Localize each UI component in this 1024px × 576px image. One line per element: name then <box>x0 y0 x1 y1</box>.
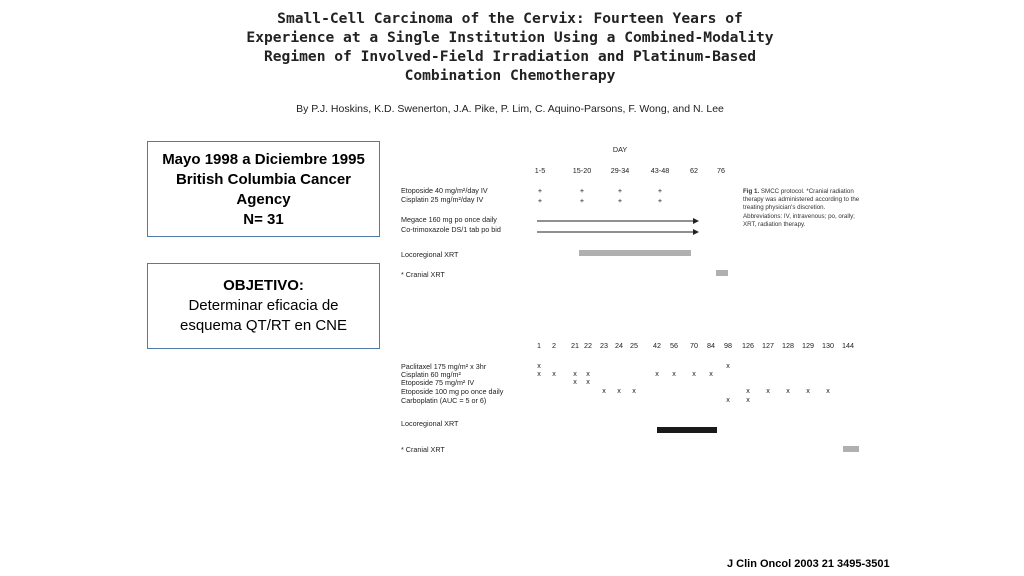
study-period: Mayo 1998 a Diciembre 1995 <box>162 151 365 168</box>
dose-mark: x <box>537 361 541 370</box>
dose-mark: x <box>806 386 810 395</box>
sample-size: N= 31 <box>243 211 284 228</box>
treatment-label: * Cranial XRT <box>401 270 445 279</box>
drug-label: Etoposide 100 mg po once daily <box>401 387 504 396</box>
caption-label: Fig 1. <box>743 188 760 195</box>
cranial-xrt-bar <box>843 446 859 452</box>
study-info-box <box>147 141 380 237</box>
day-label: 70 <box>690 341 698 350</box>
treatment-label: Locoregional XRT <box>401 250 459 259</box>
institution-line-2: Agency <box>236 191 291 208</box>
dose-mark: x <box>709 369 713 378</box>
dose-mark: + <box>617 196 623 205</box>
dose-mark: x <box>632 386 636 395</box>
caption-text: SMCC protocol. *Cranial radiation therapy was administered according to the treating physician's discretion. Abbreviations: IV, intravenous; po, orally; XRT, radiation therapy. <box>743 188 860 228</box>
dose-mark: x <box>537 369 541 378</box>
dose-mark: x <box>617 386 621 395</box>
dose-mark: + <box>579 186 585 195</box>
day-label: 129 <box>802 341 814 350</box>
drug-label: Co-trimoxazole DS/1 tab po bid <box>401 225 501 234</box>
title-line: Experience at a Single Institution Using a Combined-Modality <box>246 29 774 46</box>
day-label: 1-5 <box>534 166 546 175</box>
day-label: 21 <box>571 341 579 350</box>
paper-title <box>200 9 820 85</box>
dose-mark: x <box>602 386 606 395</box>
day-header: DAY <box>612 145 628 154</box>
dose-mark: x <box>786 386 790 395</box>
title-line: Combination Chemotherapy <box>404 67 616 84</box>
day-label: 127 <box>762 341 774 350</box>
drug-label: Etoposide 75 mg/m² IV <box>401 378 475 387</box>
dose-mark: + <box>657 196 663 205</box>
locoregional-xrt-bar <box>579 250 691 256</box>
day-label: 23 <box>600 341 608 350</box>
citation: J Clin Oncol 2003 21 3495-3501 <box>727 558 890 570</box>
day-label: 62 <box>690 166 698 175</box>
dose-mark: x <box>586 377 590 386</box>
drug-label: Etoposide 40 mg/m²/day IV <box>401 186 488 195</box>
day-label: 98 <box>724 341 732 350</box>
dose-mark: x <box>573 377 577 386</box>
objective-label: OBJETIVO: <box>223 277 304 294</box>
day-label: 56 <box>670 341 678 350</box>
dose-mark: x <box>726 361 730 370</box>
drug-label: Megace 160 mg po once daily <box>401 215 497 224</box>
day-label: 126 <box>742 341 754 350</box>
locoregional-xrt-bar <box>657 427 717 433</box>
dose-mark: x <box>573 369 577 378</box>
day-label: 24 <box>615 341 623 350</box>
treatment-label: Locoregional XRT <box>401 419 459 428</box>
day-label: 130 <box>822 341 834 350</box>
institution-line-1: British Columbia Cancer <box>175 171 352 188</box>
paper-authors: By P.J. Hoskins, K.D. Swenerton, J.A. Pike, P. Lim, C. Aquino-Parsons, F. Wong, and N. Lee <box>296 103 724 115</box>
day-label: 128 <box>782 341 794 350</box>
treatment-label: * Cranial XRT <box>401 445 445 454</box>
dose-mark: + <box>537 186 543 195</box>
day-label: 1 <box>537 341 541 350</box>
cranial-xrt-bar <box>716 270 728 276</box>
drug-label: Paclitaxel 175 mg/m² x 3hr <box>401 362 487 371</box>
dose-mark: + <box>537 196 543 205</box>
dose-mark: x <box>726 395 730 404</box>
dose-mark: + <box>579 196 585 205</box>
day-label: 2 <box>552 341 556 350</box>
dose-mark: x <box>746 395 750 404</box>
day-label: 22 <box>584 341 592 350</box>
dose-mark: x <box>655 369 659 378</box>
drug-label: Cisplatin 25 mg/m²/day IV <box>401 195 484 204</box>
dose-mark: x <box>692 369 696 378</box>
objective-box <box>147 263 380 349</box>
day-label: 25 <box>630 341 638 350</box>
dose-mark: x <box>766 386 770 395</box>
day-label: 43-48 <box>650 166 670 175</box>
day-label: 76 <box>717 166 725 175</box>
dose-mark: x <box>586 369 590 378</box>
dose-mark: x <box>826 386 830 395</box>
title-line: Small-Cell Carcinoma of the Cervix: Fourteen Years of <box>277 10 743 27</box>
drug-label: Cisplatin 60 mg/m² <box>401 370 461 379</box>
objective-text-1: Determinar eficacia de <box>188 297 339 314</box>
drug-label: Carboplatin (AUC = 5 or 6) <box>401 396 487 405</box>
arrowhead-icon <box>693 229 699 235</box>
title-line: Regimen of Involved-Field Irradiation and Platinum-Based <box>263 48 757 65</box>
day-label: 29-34 <box>610 166 630 175</box>
day-label: 144 <box>842 341 854 350</box>
dose-mark: x <box>552 369 556 378</box>
day-label: 15-20 <box>572 166 592 175</box>
dose-mark: x <box>672 369 676 378</box>
duration-arrows <box>535 215 705 237</box>
objective-text-2: esquema QT/RT en CNE <box>179 317 347 334</box>
arrowhead-icon <box>693 218 699 224</box>
day-label: 42 <box>653 341 661 350</box>
figure-caption <box>743 188 863 229</box>
dose-mark: + <box>657 186 663 195</box>
dose-mark: x <box>746 386 750 395</box>
dose-mark: + <box>617 186 623 195</box>
day-label: 84 <box>707 341 715 350</box>
